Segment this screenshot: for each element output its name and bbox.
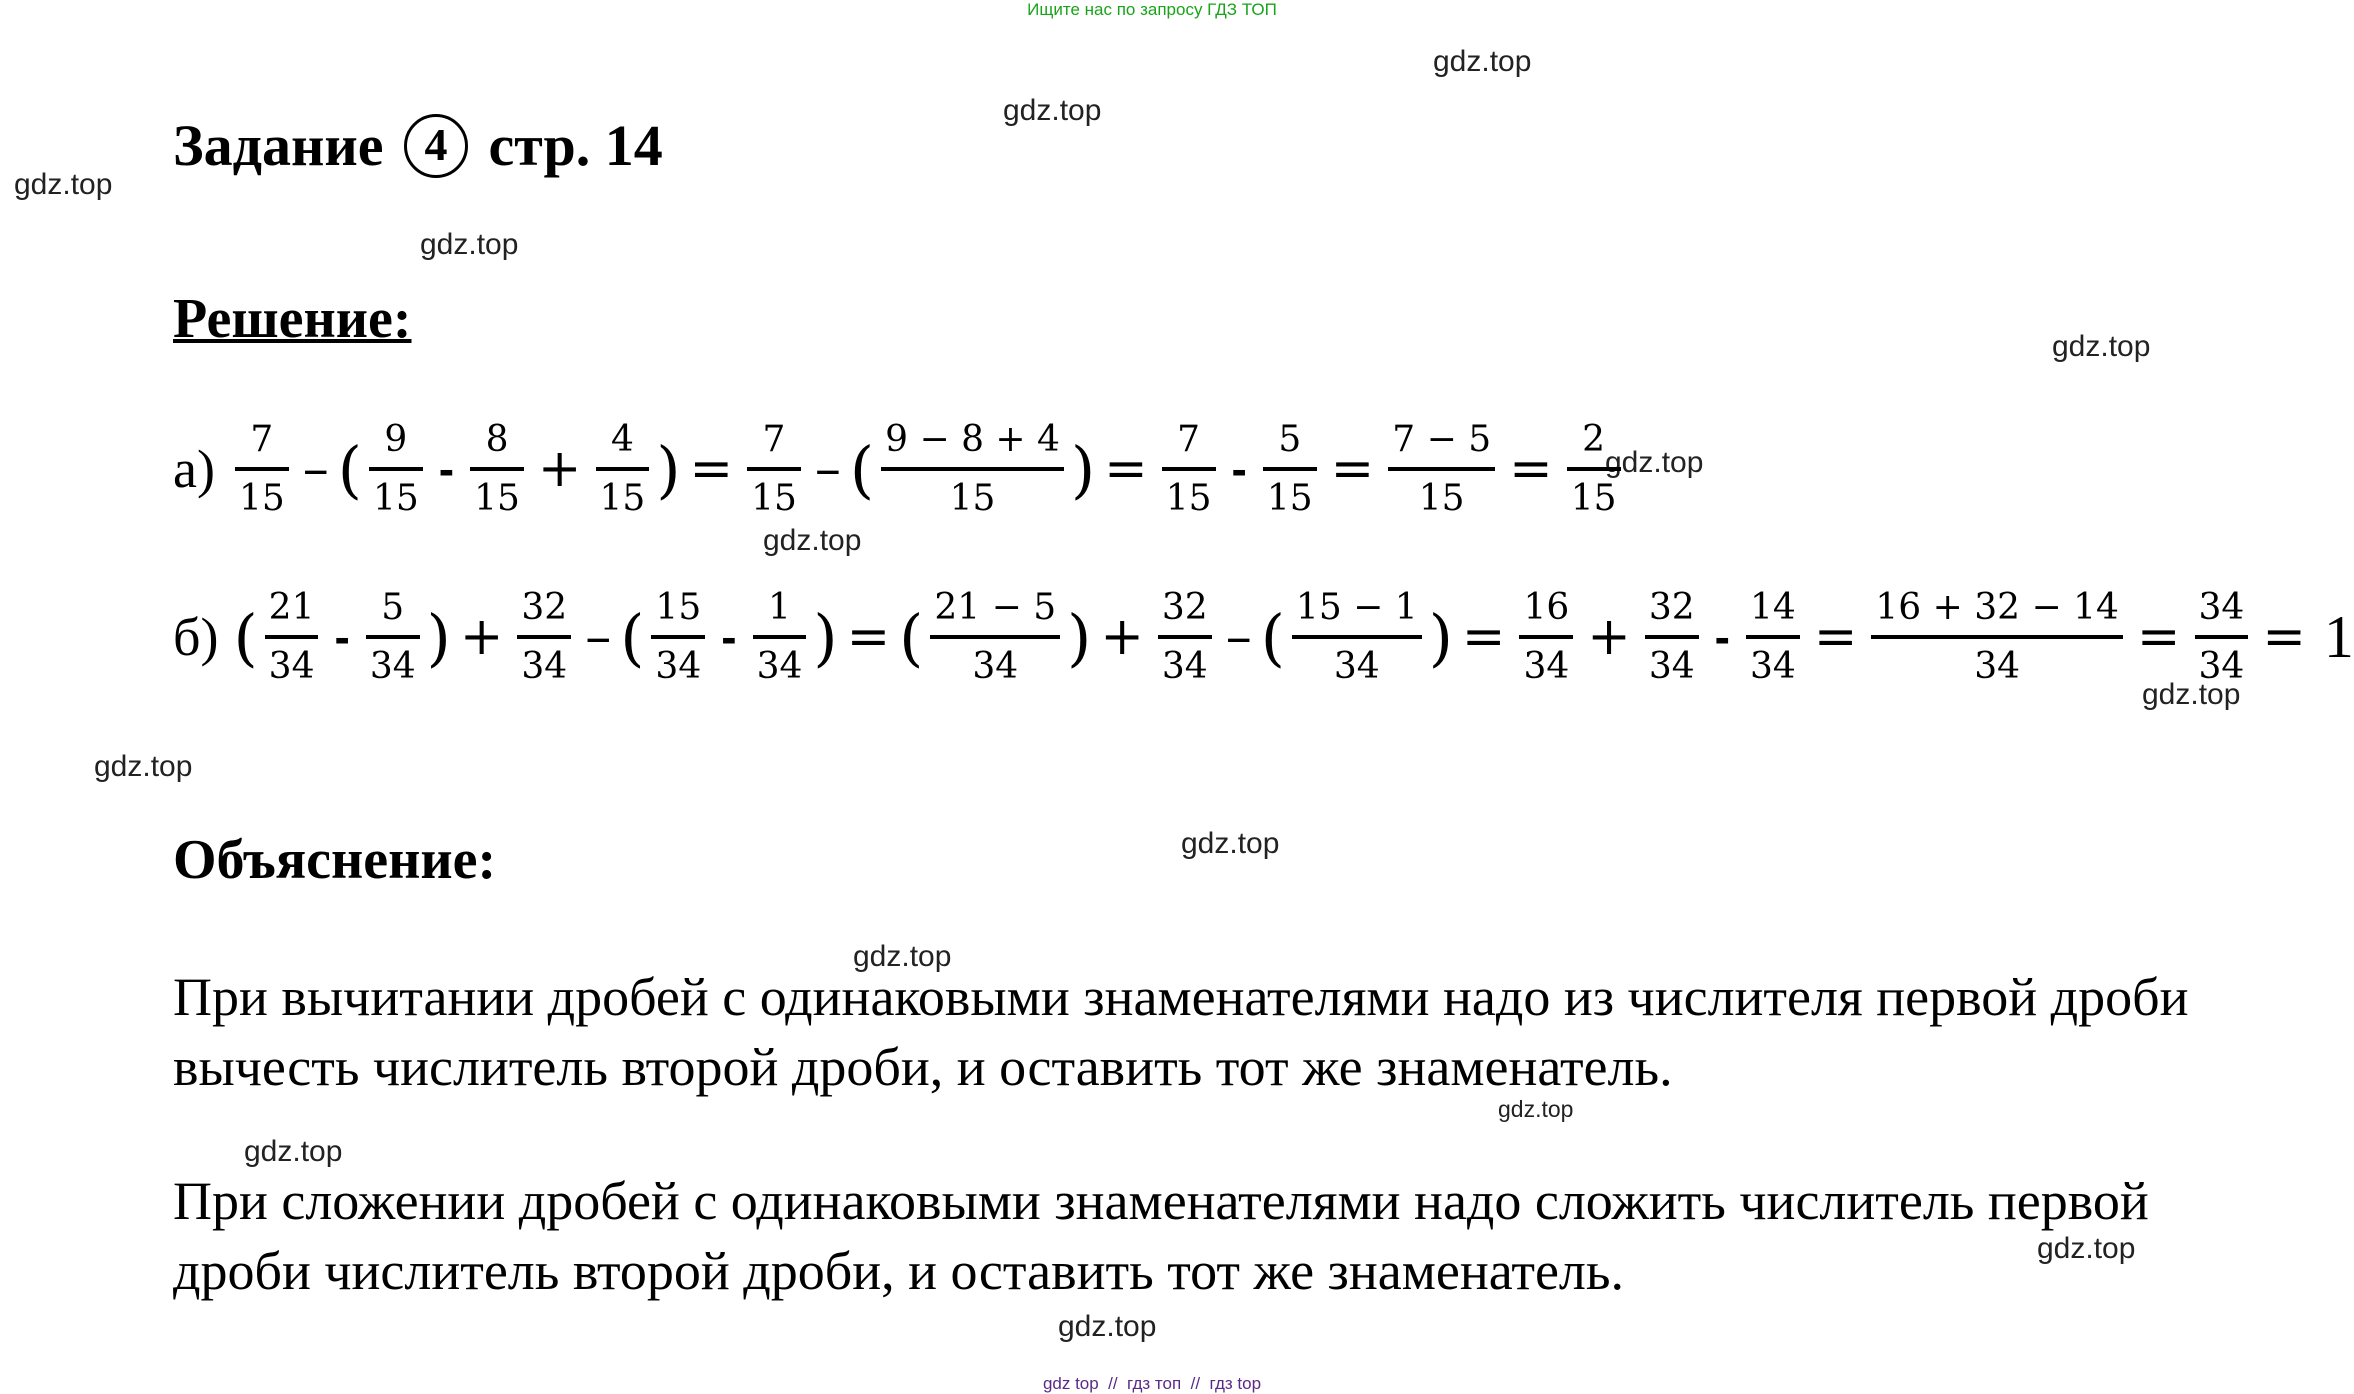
watermark: gdz.top xyxy=(14,168,113,201)
fraction xyxy=(747,418,801,520)
right-paren: ) xyxy=(1428,600,1453,674)
explanation-paragraph-2: При сложении дробей с одинаковыми знаменателями надо сложить числитель первой дроби числитель второй дроби, и оставить тот же знаменатель. xyxy=(173,1171,2149,1301)
fraction xyxy=(930,586,1060,688)
footer-links: gdz top // гдз топ // гдз top xyxy=(1042,1374,1262,1393)
minus-sign: - xyxy=(1714,611,1730,664)
equation-b xyxy=(173,586,2354,688)
watermark: gdz.top xyxy=(244,1135,343,1168)
numerator: 7 xyxy=(250,419,274,460)
numerator: 7 − 5 xyxy=(1392,419,1492,460)
minus-sign: – xyxy=(585,607,612,668)
watermark: gdz.top xyxy=(1433,45,1532,78)
solution-heading: Решение: xyxy=(173,288,412,350)
minus-sign: – xyxy=(814,439,841,500)
left-paren: ( xyxy=(233,600,258,674)
right-paren: ) xyxy=(426,600,451,674)
denominator: 34 xyxy=(1645,635,1699,688)
task-title-suffix: стр. 14 xyxy=(488,113,663,178)
denominator: 15 xyxy=(1263,467,1317,520)
numerator: 32 xyxy=(521,587,568,628)
denominator: 15 xyxy=(235,467,289,520)
fraction xyxy=(2195,586,2249,688)
item-label: а) xyxy=(173,439,215,500)
explanation-heading: Объяснение: xyxy=(173,829,497,891)
numerator: 32 xyxy=(1648,587,1695,628)
numerator: 4 xyxy=(610,419,634,460)
fraction xyxy=(517,586,571,688)
denominator: 34 xyxy=(1746,635,1800,688)
left-paren: ( xyxy=(337,432,362,506)
equals-sign: = xyxy=(1813,607,1858,668)
equals-sign: = xyxy=(1330,439,1375,500)
fraction xyxy=(596,418,650,520)
numerator: 5 xyxy=(381,587,405,628)
denominator: 34 xyxy=(651,635,705,688)
fraction xyxy=(366,586,420,688)
fraction xyxy=(1519,586,1573,688)
fraction xyxy=(1645,586,1699,688)
numerator: 2 xyxy=(1582,419,1606,460)
denominator: 34 xyxy=(753,635,807,688)
right-paren: ) xyxy=(656,432,681,506)
fraction xyxy=(881,418,1064,520)
left-paren: ( xyxy=(1260,600,1285,674)
denominator: 34 xyxy=(1519,635,1573,688)
denominator: 34 xyxy=(930,635,1060,688)
plus-sign: + xyxy=(537,439,582,500)
numerator: 7 xyxy=(1177,419,1201,460)
numerator: 15 − 1 xyxy=(1295,587,1418,628)
plus-sign: + xyxy=(1587,607,1631,668)
minus-sign: - xyxy=(1231,443,1247,496)
denominator: 15 xyxy=(747,467,801,520)
numerator: 32 xyxy=(1161,587,1208,628)
numerator: 16 xyxy=(1523,587,1570,628)
plus-sign: + xyxy=(1100,607,1144,668)
right-paren: ) xyxy=(813,600,838,674)
minus-sign: – xyxy=(1225,607,1252,668)
numerator: 21 − 5 xyxy=(934,587,1057,628)
equals-sign: = xyxy=(2262,607,2306,668)
equals-sign: = xyxy=(689,439,734,500)
watermark: gdz.top xyxy=(2052,330,2151,363)
denominator: 15 xyxy=(1388,467,1495,520)
denominator: 15 xyxy=(881,467,1064,520)
numerator: 9 − 8 + 4 xyxy=(885,419,1060,460)
watermark: gdz.top xyxy=(1605,446,1704,479)
item-label: б) xyxy=(173,607,219,668)
numerator: 1 xyxy=(768,587,791,628)
fraction xyxy=(1388,418,1495,520)
denominator: 15 xyxy=(1162,467,1216,520)
task-title-prefix: Задание xyxy=(173,113,384,178)
task-number-circle: 4 xyxy=(404,114,468,178)
fraction xyxy=(1158,586,1212,688)
right-paren: ) xyxy=(1070,432,1096,506)
numerator: 16 + 32 − 14 xyxy=(1875,587,2119,628)
denominator: 15 xyxy=(369,467,423,520)
plus-sign: + xyxy=(459,607,504,668)
fraction xyxy=(1871,586,2123,688)
task-title xyxy=(173,112,663,184)
watermark: gdz.top xyxy=(1498,1096,1574,1122)
right-paren: ) xyxy=(1067,600,1092,674)
fraction xyxy=(235,418,289,520)
denominator: 34 xyxy=(517,635,571,688)
fraction xyxy=(470,418,524,520)
fraction xyxy=(1567,418,1621,520)
minus-sign: - xyxy=(438,443,455,496)
denominator: 34 xyxy=(265,635,319,688)
equals-sign: = xyxy=(1461,607,1506,668)
top-banner: Ищите нас по запросу ГДЗ ТОП xyxy=(1027,0,1277,19)
fraction xyxy=(265,586,319,688)
denominator: 34 xyxy=(1292,635,1422,688)
numerator: 5 xyxy=(1278,419,1302,460)
equation-a xyxy=(173,418,1627,520)
numerator: 15 xyxy=(655,587,702,628)
left-paren: ( xyxy=(620,600,645,674)
watermark: gdz.top xyxy=(853,940,952,973)
fraction xyxy=(1162,418,1216,520)
equals-sign: = xyxy=(2136,607,2181,668)
numerator: 9 xyxy=(384,419,408,460)
numerator: 7 xyxy=(762,419,786,460)
denominator: 15 xyxy=(470,467,524,520)
denominator: 15 xyxy=(1567,467,1621,520)
watermark: gdz.top xyxy=(1003,94,1102,127)
minus-sign: – xyxy=(302,439,329,500)
denominator: 34 xyxy=(366,635,420,688)
fraction xyxy=(1292,586,1422,688)
equals-sign: = xyxy=(1509,439,1553,500)
watermark: gdz.top xyxy=(763,524,862,557)
fraction xyxy=(1746,586,1800,688)
fraction xyxy=(369,418,423,520)
watermark: gdz.top xyxy=(1058,1310,1157,1343)
numerator: 34 xyxy=(2198,587,2245,628)
left-paren: ( xyxy=(849,432,875,506)
watermark: gdz.top xyxy=(2142,678,2241,711)
denominator: 34 xyxy=(2195,635,2249,688)
denominator: 15 xyxy=(596,467,650,520)
explanation-paragraph-1: При вычитании дробей с одинаковыми знаменателями надо из числителя первой дроби вычесть числитель второй дроби, и оставить тот же знаменатель. xyxy=(173,967,2189,1097)
equals-sign: = xyxy=(1104,439,1148,500)
denominator: 34 xyxy=(1871,635,2123,688)
minus-sign: - xyxy=(721,611,737,664)
left-paren: ( xyxy=(899,600,924,674)
denominator: 34 xyxy=(1158,635,1212,688)
numerator: 21 xyxy=(268,587,315,628)
watermark: gdz.top xyxy=(2037,1232,2136,1265)
result-value: 1 xyxy=(2323,603,2354,670)
watermark: gdz.top xyxy=(420,228,519,261)
fraction xyxy=(753,586,807,688)
numerator: 14 xyxy=(1750,587,1796,628)
watermark: gdz.top xyxy=(1181,827,1280,860)
watermark: gdz.top xyxy=(94,750,193,783)
fraction xyxy=(1263,418,1317,520)
fraction xyxy=(651,586,705,688)
minus-sign: - xyxy=(334,611,350,664)
numerator: 8 xyxy=(485,419,509,460)
equals-sign: = xyxy=(846,607,891,668)
